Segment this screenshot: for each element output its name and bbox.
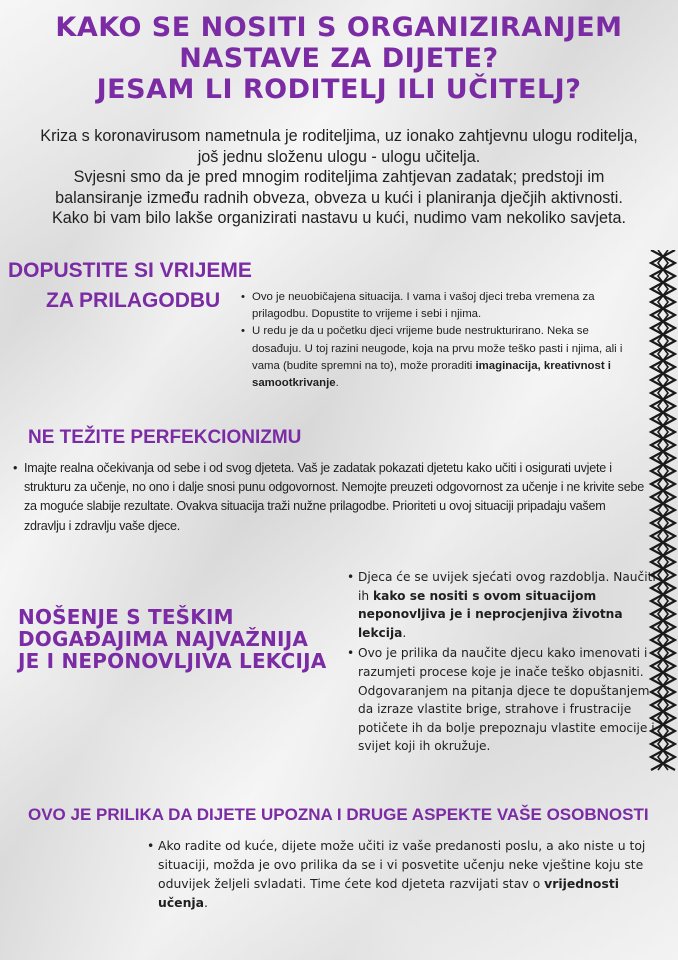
pattern-inner-zigzag-2 (658, 250, 668, 770)
intro-line-5: Kako bi vam bilo lakše organizirati nastavu u kući, nudimo vam nekoliko savjeta. (51, 209, 627, 227)
section2-list (12, 459, 644, 536)
section1-bullet-2 (252, 323, 637, 392)
section4-bullet-1-text: Ako radite od kuće, dijete može učiti iz vaše predanosti poslu, a ako niste u toj situaciji, možda je ovo prilika da se i vi posvetite učenju neke vještine koju ste oduvijek željeli svladati. Time ćete kod djeteta razvijati stav o (158, 838, 646, 891)
section2-heading: NE TEŽITE PERFEKCIONIZMU (28, 427, 302, 448)
section3-list (346, 568, 664, 758)
section3-heading (18, 606, 326, 672)
section1-bullet-2-text: U redu je da u početku djeci vrijeme bude nestrukturirano. Neka se dosađuju. U toj razini neugode, koja na prvu može teško pasti i njima, ali i vama (budite spremni na to), može proraditi (252, 325, 623, 372)
intro-line-1: Kriza s koronavirusom nametnula je roditeljima, uz ionako zahtjevnu ulogu roditelja, (40, 127, 638, 145)
intro-line-3: Svjesni smo da je pred mnogim roditeljima zahtjevan zadatak; predstoji im (73, 168, 605, 186)
intro-line-4: balansiranje između radnih obveza, obveza u kući i planiranja dječjih aktivnosti. (55, 188, 623, 207)
title-line-2: NASTAVE ZA DIJETE? (179, 43, 499, 74)
section3-heading-line-3: JE I NEPONOVLJIVA LEKCIJA (18, 649, 327, 673)
section1-list (240, 289, 637, 392)
section1-heading-line-2: ZA PRILAGODBU (46, 289, 221, 312)
intro-paragraph (10, 126, 668, 229)
section3-bullet-1 (358, 568, 664, 642)
section3-bullet-1-end: . (402, 625, 407, 640)
section3-heading-line-1: NOŠENJE S TEŠKIM (18, 605, 234, 629)
section1-bullet-2-end: . (335, 377, 339, 390)
cross-stitch-pattern-icon (648, 250, 678, 780)
section3-heading-line-2: DOGAĐAJIMA NAJVAŽNIJA (18, 627, 309, 651)
intro-line-2: još jednu složenu ulogu - ulogu učitelja. (197, 147, 481, 166)
section1-bullet-2-bold: imaginacija, kreativnost i samootkrivanje (252, 359, 611, 390)
section4-heading: OVO JE PRILIKA DA DIJETE UPOZNA I DRUGE ASPEKTE VAŠE OSOBNOSTI (28, 805, 649, 824)
title-line-3: JESAM LI RODITELJ ILI UČITELJ? (96, 74, 582, 105)
title-line-1: KAKO SE NOSITI S ORGANIZIRANJEM (55, 12, 623, 43)
section1-bullet-1: • Ovo je neuobičajena situacija. I vama i vašoj djeci treba vremena za prilagodbu. Dopustite to vrijeme i sebi i njima. (252, 289, 637, 323)
section3-bullet-2: • Ovo je prilika da naučite djecu kako imenovati i razumjeti procese koje je inače teško objasniti. Odgovaranjem na pitanja djece te dopuštanjem da izraze vlastite brige, strahove i frustracije potičete ih da bolje prepoznaju vlastite emocije i svijet koji ih okružuje. (358, 644, 664, 756)
section2-bullet-1: • Imajte realna očekivanja od sebe i od svog djeteta. Vaš je zadatak pokazati djetetu kako učiti i osigurati uvjete i strukturu za učenje, no ono i dalje snosi punu odgovornost. Nemojte preuzeti odgovornost za učenje i ne krivite sebe za moguće slabije rezultate. Ovakva situacija traži nužne prilagodbe. Prioriteti u ovoj situaciji pripadaju vašem zdravlju i zdravlju vaše djece. (24, 459, 644, 536)
section3-bullet-1-text: Djeca će se uvijek sjećati ovog razdoblja. Naučiti ih (358, 570, 656, 603)
section4-list (146, 836, 658, 912)
page-title (0, 12, 678, 105)
section4-bullet-1-bold: vrijednosti učenja (158, 876, 619, 910)
pattern-zigzag-1 (651, 250, 675, 770)
section4-bullet-1-end: . (204, 895, 208, 910)
section4-bullet-1 (158, 836, 658, 912)
pattern-inner-zigzag-1 (658, 250, 668, 770)
section3-bullet-1-bold: kako se nositi s ovom situacijom neponovljiva je i neprocjenjiva životna lekcija (358, 588, 623, 640)
pattern-zigzag-2 (651, 250, 675, 770)
section1-heading-line-1: DOPUSTITE SI VRIJEME (8, 259, 252, 282)
